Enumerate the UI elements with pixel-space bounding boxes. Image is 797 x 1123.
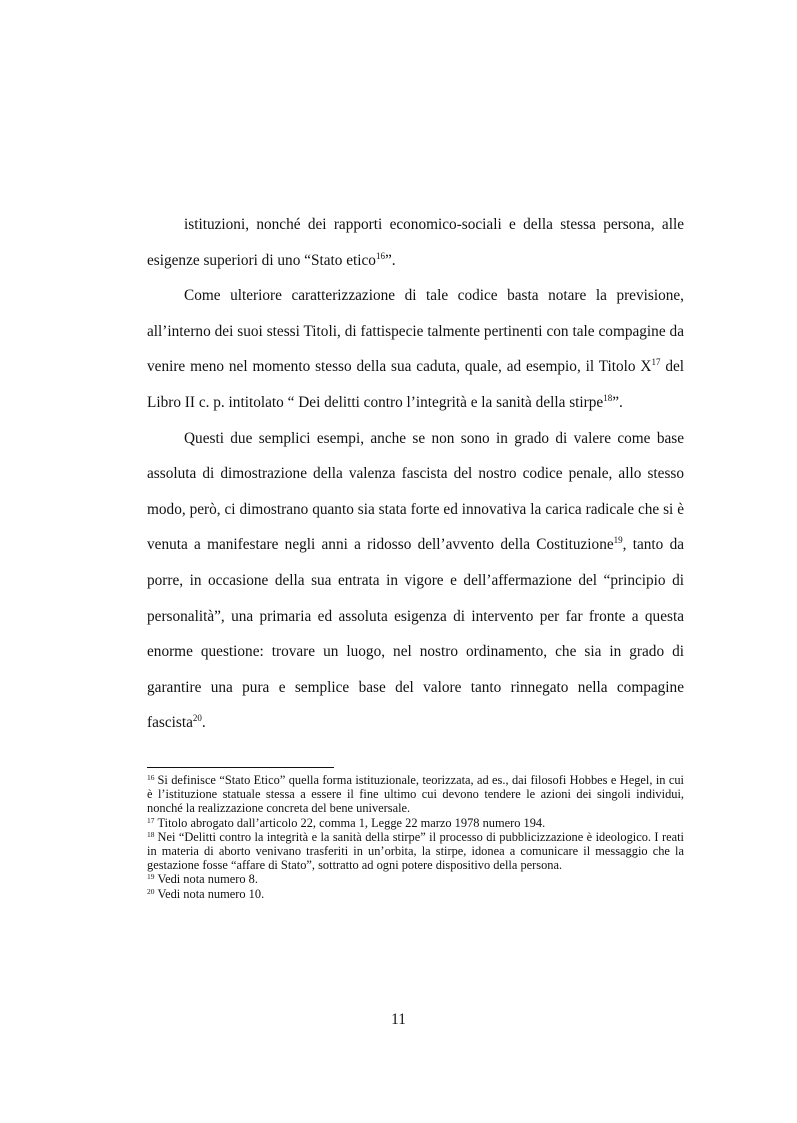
footnote-number: 16	[147, 773, 155, 782]
footnote-20	[147, 887, 684, 901]
footnotes	[147, 773, 684, 901]
paragraph-1-text: istituzioni, nonché dei rapporti economico-sociali e della stessa persona, alle esigenze superiori di uno “Stato etico	[147, 216, 684, 269]
footnote-ref-19: 19	[613, 535, 623, 546]
footnote-17	[147, 816, 684, 830]
paragraph-3-tail: .	[201, 714, 206, 732]
footnote-ref-16: 16	[375, 250, 385, 261]
paragraph-3-text-a: Questi due semplici esempi, anche se non sono in grado di valere come base assoluta di dimostrazione della valenza fascista del nostro codice penale, allo stesso modo, però, ci dimostrano quanto sia stata forte ed innovativa la carica radicale che si è venuta a manifestare negli anni a ridosso dell’avvento della Costituzione	[147, 429, 684, 554]
footnote-number: 18	[147, 829, 155, 839]
footnote-text: Si definisce “Stato Etico” quella forma istituzionale, teorizzata, ad es., dai filosofi Hobbes e Hegel, in cui è l’istituzione statuale stessa a essere il fine ultimo cui devono tendere le azioni dei singoli individui, nonché la realizzazione concreta del bene universale.	[147, 773, 684, 816]
footnote-separator	[147, 767, 334, 768]
paragraph-2-text-a: Come ulteriore caratterizzazione di tale codice basta notare la previsione, all’interno dei suoi stessi Titoli, di fattispecie talmente pertinenti con tale compagine da venire meno nel momento stesso della sua caduta, quale, ad esempio, il Titolo X	[147, 287, 684, 376]
paragraph-2-tail: ”.	[612, 393, 623, 411]
paragraph-1	[147, 207, 684, 278]
footnote-text: Vedi nota numero 10.	[157, 886, 265, 901]
footnote-text: Nei “Delitti contro la integrità e la sanità della stirpe” il processo di pubblicizzazione è ideologico. I reati in materia di aborto venivano trasferiti in un’orbita, la stirpe, idonea a comunicare il messaggio che la gestazione fosse “affare di Stato”, sottratto ad ogni potere dispositivo della persona.	[147, 829, 684, 873]
footnote-19	[147, 872, 684, 886]
footnote-ref-17: 17	[651, 357, 661, 368]
footnote-text: Vedi nota numero 8.	[157, 872, 258, 887]
page-number: 11	[391, 1011, 406, 1028]
paragraph-3	[147, 421, 684, 741]
footnote-ref-20: 20	[192, 713, 202, 724]
paragraph-1-tail: ”.	[384, 251, 396, 269]
paragraph-3-text-b: , tanto da porre, in occasione della sua entrata in vigore e dell’affermazione del “principio di personalità”, una primaria ed assoluta esigenza di intervento per far fronte a questa enorme questione: trovare un luogo, nel nostro ordinamento, che sia in grado di garantire una pura e semplice base del valore tanto rinnegato nella compagine fascista	[147, 536, 685, 732]
footnote-number: 19	[147, 872, 155, 882]
paragraph-2	[147, 278, 684, 420]
paragraph-2-text-b: del Libro II c. p. intitolato “ Dei delitti contro l’integrità e la sanità della stirpe	[147, 358, 685, 411]
footnote-16	[147, 773, 684, 816]
footnote-18	[147, 830, 684, 873]
footnote-number: 20	[147, 886, 155, 896]
footnote-number: 17	[147, 815, 155, 825]
footnote-text: Titolo abrogato dall’articolo 22, comma 1, Legge 22 marzo 1978 numero 194.	[157, 815, 546, 830]
footnote-ref-18: 18	[603, 392, 613, 403]
body-text	[147, 207, 684, 741]
